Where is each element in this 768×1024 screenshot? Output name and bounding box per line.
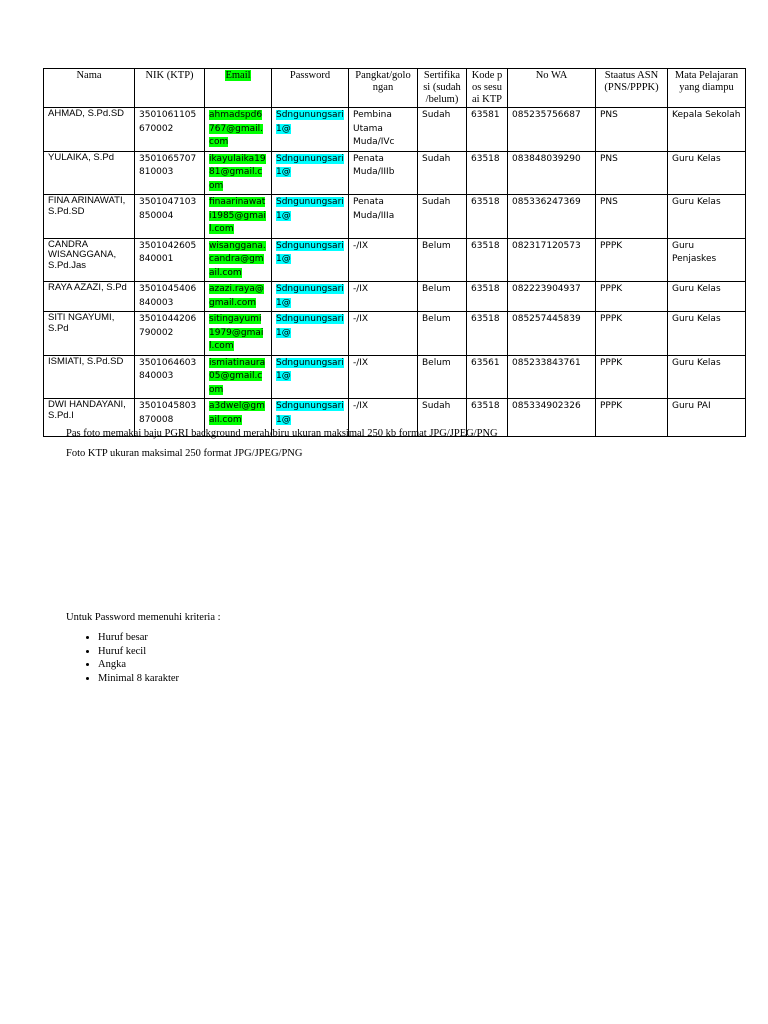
photo-note: Pas foto memakai baju PGRI background merah/biru ukuran maksimal 250 kb format JPG/JPEG/PNG — [66, 428, 498, 439]
cell-password-value: Sdngunungsari1@ — [276, 197, 344, 221]
criteria-item: • Minimal 8 karakter — [98, 672, 179, 686]
cell-mapel: Guru Penjaskes — [668, 238, 746, 282]
cell-password-value: Sdngunungsari1@ — [276, 357, 344, 381]
cell-sertifikasi: Sudah — [418, 151, 467, 195]
teacher-data-table — [43, 68, 746, 437]
cell-password — [272, 108, 349, 152]
cell-password-value: Sdngunungsari1@ — [276, 240, 344, 264]
cell-nowa: 085233843761 — [508, 355, 596, 399]
cell-pangkat: -/IX — [349, 238, 418, 282]
cell-email — [205, 238, 272, 282]
cell-email-value: finaarinawati1985@gmail.com — [209, 197, 266, 234]
cell-kodepos: 63518 — [467, 312, 508, 356]
header-email-label: Email — [225, 70, 251, 81]
header-kodepos: Kode p os sesu ai KTP — [467, 69, 508, 108]
cell-password — [272, 282, 349, 312]
cell-email-value: ismiatinaura05@gmail.com — [209, 357, 266, 395]
header-sertifikasi: Sertifika si (sudah /belum) — [418, 69, 467, 108]
cell-mapel: Guru Kelas — [668, 355, 746, 399]
cell-password-value: Sdngunungsari1@ — [276, 284, 344, 308]
password-criteria-intro: Untuk Password memenuhi kriteria : — [66, 612, 221, 623]
cell-nowa: 082223904937 — [508, 282, 596, 312]
cell-password-value: Sdngunungsari1@ — [276, 110, 344, 134]
cell-email — [205, 151, 272, 195]
cell-nik: 3501047103850004 — [135, 195, 205, 239]
cell-nik: 3501044206790002 — [135, 312, 205, 356]
cell-email — [205, 282, 272, 312]
cell-kodepos: 63561 — [467, 355, 508, 399]
cell-mapel: Guru Kelas — [668, 282, 746, 312]
table-header-row — [44, 69, 746, 108]
cell-email — [205, 195, 272, 239]
cell-nik: 3501064603840003 — [135, 355, 205, 399]
cell-email-value: sitingayumi1979@gmail.com — [209, 314, 264, 351]
cell-nowa: 082317120573 — [508, 238, 596, 282]
cell-sertifikasi: Sudah — [418, 399, 467, 437]
cell-pangkat: -/IX — [349, 399, 418, 437]
password-criteria-list — [66, 631, 179, 685]
cell-mapel: Guru Kelas — [668, 195, 746, 239]
cell-kodepos: 63518 — [467, 238, 508, 282]
cell-sertifikasi: Belum — [418, 355, 467, 399]
cell-mapel: Guru PAI — [668, 399, 746, 437]
cell-nowa: 085336247369 — [508, 195, 596, 239]
table-row — [44, 355, 746, 399]
cell-nik: 3501045803870008 — [135, 399, 205, 437]
header-password: Password — [272, 69, 349, 108]
table-row — [44, 108, 746, 152]
header-nama: Nama — [44, 69, 135, 108]
header-nik: NIK (KTP) — [135, 69, 205, 108]
cell-nama: RAYA AZAZI, S.Pd — [44, 282, 135, 312]
cell-nama: FINA ARINAWATI, S.Pd.SD — [44, 195, 135, 239]
cell-pangkat: -/IX — [349, 312, 418, 356]
cell-kodepos: 63581 — [467, 108, 508, 152]
cell-nik: 3501065707810003 — [135, 151, 205, 195]
cell-nama: ISMIATI, S.Pd.SD — [44, 355, 135, 399]
cell-password — [272, 355, 349, 399]
cell-nama: AHMAD, S.Pd.SD — [44, 108, 135, 152]
cell-nama: DWI HANDAYANI, S.Pd.I — [44, 399, 135, 437]
cell-nowa: 085334902326 — [508, 399, 596, 437]
criteria-item: • Huruf kecil — [98, 645, 179, 659]
ktp-note: Foto KTP ukuran maksimal 250 format JPG/JPEG/PNG — [66, 448, 303, 459]
table-row — [44, 151, 746, 195]
cell-nowa: 085257445839 — [508, 312, 596, 356]
header-nowa: No WA — [508, 69, 596, 108]
cell-status: PNS — [596, 151, 668, 195]
cell-kodepos: 63518 — [467, 151, 508, 195]
cell-email-value: ikayulaika1981@gmail.com — [209, 153, 266, 191]
cell-email-value: azazi.raya@gmail.com — [209, 284, 264, 308]
cell-password — [272, 238, 349, 282]
table-row — [44, 238, 746, 282]
cell-email-value: a3dwel@gmail.com — [209, 401, 265, 425]
cell-status: PPPK — [596, 312, 668, 356]
cell-sertifikasi: Sudah — [418, 108, 467, 152]
cell-pangkat: -/IX — [349, 355, 418, 399]
header-status: Staatus ASN (PNS/PPPK) — [596, 69, 668, 108]
table-row — [44, 282, 746, 312]
cell-password-value: Sdngunungsari1@ — [276, 153, 344, 177]
cell-nowa: 085235756687 — [508, 108, 596, 152]
cell-email — [205, 108, 272, 152]
cell-sertifikasi: Belum — [418, 282, 467, 312]
cell-nama: CANDRA WISANGGANA, S.Pd.Jas — [44, 238, 135, 282]
cell-status: PNS — [596, 195, 668, 239]
cell-password-value: Sdngunungsari1@ — [276, 401, 344, 425]
cell-pangkat: Penata Muda/IIIa — [349, 195, 418, 239]
cell-nik: 3501042605840001 — [135, 238, 205, 282]
cell-kodepos: 63518 — [467, 195, 508, 239]
cell-nama: YULAIKA, S.Pd — [44, 151, 135, 195]
cell-password-value: Sdngunungsari1@ — [276, 314, 344, 338]
cell-pangkat: Penata Muda/IIIb — [349, 151, 418, 195]
cell-nama: SITI NGAYUMI, S.Pd — [44, 312, 135, 356]
criteria-item: • Angka — [98, 658, 179, 672]
cell-email-value: ahmadspd6767@gmail.com — [209, 110, 264, 147]
cell-email — [205, 312, 272, 356]
cell-nik: 3501045406840003 — [135, 282, 205, 312]
cell-status: PPPK — [596, 399, 668, 437]
cell-sertifikasi: Sudah — [418, 195, 467, 239]
cell-kodepos: 63518 — [467, 282, 508, 312]
header-email — [205, 69, 272, 108]
table-row — [44, 312, 746, 356]
cell-sertifikasi: Belum — [418, 312, 467, 356]
cell-password — [272, 195, 349, 239]
cell-sertifikasi: Belum — [418, 238, 467, 282]
cell-kodepos: 63518 — [467, 399, 508, 437]
cell-status: PNS — [596, 108, 668, 152]
cell-status: PPPK — [596, 355, 668, 399]
cell-status: PPPK — [596, 282, 668, 312]
table-row — [44, 195, 746, 239]
cell-mapel: Guru Kelas — [668, 312, 746, 356]
cell-status: PPPK — [596, 238, 668, 282]
table-body — [44, 108, 746, 437]
criteria-item: • Huruf besar — [98, 631, 179, 645]
cell-pangkat: -/IX — [349, 282, 418, 312]
cell-email — [205, 355, 272, 399]
cell-email-value: wisanggana.candra@gmail.com — [209, 240, 266, 278]
cell-password — [272, 312, 349, 356]
cell-pangkat: Pembina Utama Muda/IVc — [349, 108, 418, 152]
header-mapel: Mata Pelajaran yang diampu — [668, 69, 746, 108]
cell-mapel: Kepala Sekolah — [668, 108, 746, 152]
cell-nowa: 083848039290 — [508, 151, 596, 195]
cell-nik: 3501061105670002 — [135, 108, 205, 152]
cell-mapel: Guru Kelas — [668, 151, 746, 195]
cell-password — [272, 151, 349, 195]
header-pangkat: Pangkat/golo ngan — [349, 69, 418, 108]
